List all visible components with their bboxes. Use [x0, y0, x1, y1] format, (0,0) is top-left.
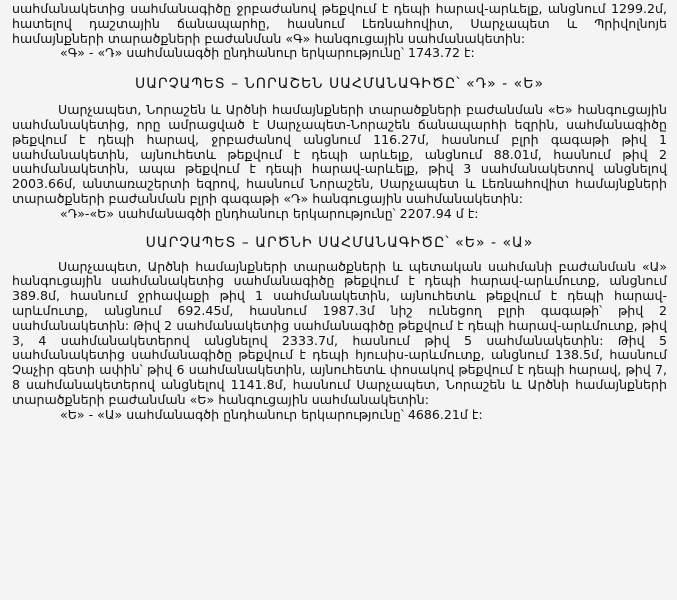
section2-heading: ՍԱՐՉԱՊԵՏ – ԱՐԾՆԻ ՍԱՀՄԱՆԱԳԻԾԸ՝ «Ե» - «Ա»	[145, 234, 534, 251]
intro-paragraph: սահմանակետից սահմանագիծը ջրբաժանով թեքվում է դեպի հարավ-արևելք, անցնում 1299.2մ, հատելով դաշտային ճանապարհը, հասնում Լեռնահովիտ, Սարչապետ և Պրիվոլնոյե համայնքների տարածքների բաժանման «Գ» հանգուցային սահմանակետին:	[12, 1, 667, 46]
section2-total: «Ե» - «Ա» սահմանագծի ընդհանուր երկարությունը՝ 4686.21մ է:	[60, 406, 483, 422]
section2-paragraph: Սարչապետ, Արծնի համայնքների տարածքների և պետական սահմանի բաժանման «Ա» հանգուցային սահմանակետից սահմանագիծը թեքվում է դեպի հարավ-արևմուտք, անցնում 389.8մ, հասնում ջրհավաքի թիվ 1 սահմանակետին, այնուհետև թեքվում է դեպի հարավ-արևմուտք, անցնում 692.45մ, հասնում 1987.3մ նիշ ունեցող բլրի գագաթի՝ թիվ 2 սահմանակետին: Թիվ 2 սահմանակետից սահմանագիծը թեքվում է դեպի հարավ-արևմուտք, թիվ 3, 4 սահմանակետերով անցնելով 2333.7մ, հասնում թիվ 5 սահմանակետին: Թիվ 5 սահմանակետից սահմանագիծը թեքվում է դեպի հյուսիս-արևմուտք, անցնում 138.5մ, հասնում Չաչիր գետի ափին՝ թիվ 6 սահմանակետին, այնուհետև փոսակով թեքվում է դեպի հարավ, թիվ 7, 8 սահմանակետերով անցնելով 1141.8մ, հասնում Սարչապետ, Նորաշեն և Արծնի համայնքների տարածքների բաժանման «Ե» հանգուցային սահմանակետին:	[12, 258, 667, 407]
section1-total: «Դ»-«Ե» սահմանագծի ընդհանուր երկարությունը՝ 2207.94 մ է:	[60, 205, 479, 221]
section1-paragraph: Սարչապետ, Նորաշեն և Արծնի համայնքների տարածքների բաժանման «Ե» հանգուցային սահմանակետից, որը ամրացված է Սարչապետ-Նորաշեն ճանապարհի եզրին, սահմանագիծը թեքվում է դեպի հարավ, ջրբաժանով անցնում 116.27մ, հասնում բլրի գագաթի թիվ 1 սահմանակետին, այնուհետև թեքվում է դեպի արևելք, անցնում 88.01մ, հասնում թիվ 2 սահմանակետին, ապա թեքվում է դեպի հարավ-արևելք, թիվ 3 սահմանակետով անցնելով 2003.66մ, անտառաշերտի եզրով, հասնում Նորաշեն, Սարչապետ և Լեռնահովիտ համայնքների տարածքների բաժանման բլրի գագաթի «Դ» հանգուցային սահմանակետին:	[12, 102, 667, 206]
intro-total: «Գ» - «Դ» սահմանագծի ընդհանուր երկարությունը՝ 1743.72 է:	[60, 45, 475, 61]
section1-heading: ՍԱՐՉԱՊԵՏ – ՆՈՐԱՇԵՆ ՍԱՀՄԱՆԱԳԻԾԸ՝ «Դ» - «Ե»	[134, 76, 545, 93]
